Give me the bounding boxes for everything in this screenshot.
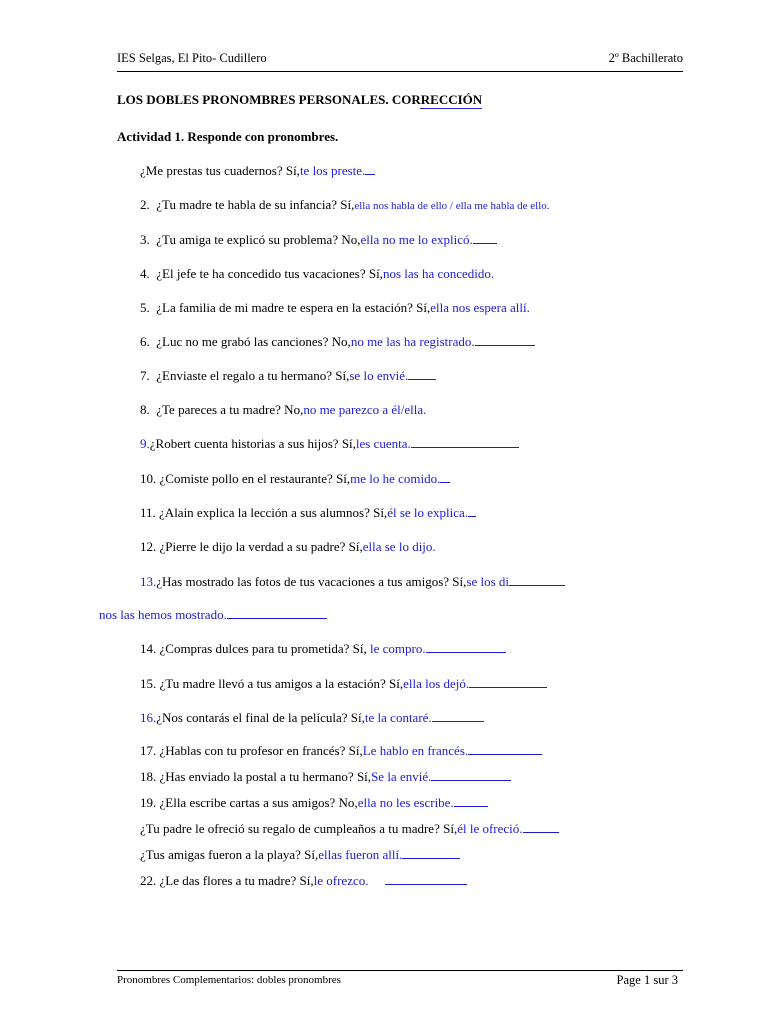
item-question: ¿El jefe te ha concedido tus vacaciones? Sí,: [156, 266, 383, 281]
exercise-item: [140, 743, 542, 759]
item-question: ¿Compras dulces para tu prometida? Sí,: [159, 641, 367, 656]
item-number: 19.: [140, 795, 157, 810]
item-question: ¿Tus amigas fueron a la playa? Sí,: [140, 847, 319, 862]
exercise-item: [140, 197, 550, 213]
item-number: 14.: [140, 641, 157, 656]
item-answer: no me parezco a él/ella.: [303, 402, 427, 417]
footer-subject: Pronombres Complementarios: dobles pronombres: [117, 974, 341, 986]
exercise-item-continuation: [99, 607, 327, 623]
exercise-item: [140, 300, 530, 316]
exercise-item: [140, 402, 426, 418]
item-answer: les cuenta.: [355, 436, 411, 451]
item-question: ¿Enviaste el regalo a tu hermano? Sí,: [156, 368, 350, 383]
item-number: 16.: [140, 710, 157, 725]
exercise-item: [140, 710, 484, 726]
item-number: 2.: [140, 197, 150, 212]
item-question: ¿La familia de mi madre te espera en la estación? Sí,: [156, 300, 431, 315]
item-question: ¿Nos contarás el final de la película? Sí,: [156, 710, 365, 725]
item-question: ¿Hablas con tu profesor en francés? Sí,: [159, 743, 363, 758]
header-divider: [117, 71, 683, 72]
item-number: 18.: [140, 769, 157, 784]
item-question: ¿Le das flores a tu madre? Sí,: [159, 873, 314, 888]
exercise-item: [140, 471, 450, 487]
item-number: 6.: [140, 334, 150, 349]
item-question: ¿Has enviado la postal a tu hermano? Sí,: [159, 769, 372, 784]
header-school: IES Selgas, El Pito- Cudillero: [117, 51, 267, 65]
item-answer: ella nos habla de ello / ella me habla de ello.: [354, 200, 550, 212]
item-answer: él se lo explica.: [387, 505, 469, 520]
item-answer: te los preste.: [299, 163, 366, 178]
item-question: ¿Tu madre llevó a tus amigos a la estación? Sí,: [159, 676, 404, 691]
item-answer: no me las ha registrado.: [350, 334, 475, 349]
header-course: 2º Bachillerato: [608, 51, 683, 65]
item-answer: ella los dejó.: [403, 676, 470, 691]
item-number: 22.: [140, 873, 157, 888]
exercise-item: [140, 163, 375, 179]
exercise-item: [140, 539, 436, 555]
item-number: 12.: [140, 539, 157, 554]
exercise-item: [140, 821, 559, 837]
item-question: ¿Pierre le dijo la verdad a su padre? Sí,: [159, 539, 363, 554]
exercise-item: [140, 232, 497, 248]
exercise-item: [140, 436, 519, 452]
item-answer: ella nos espera allí.: [430, 300, 530, 315]
activity-heading: Actividad 1. Responde con pronombres.: [117, 129, 339, 144]
item-number: 5.: [140, 300, 150, 315]
exercise-item: [140, 505, 476, 521]
item-answer: le ofrezco.: [313, 873, 369, 888]
item-answer: le compro.: [369, 641, 426, 656]
item-answer: ella no les escribe.: [357, 795, 454, 810]
item-answer: te la contaré.: [364, 710, 432, 725]
exercise-item: [140, 873, 467, 889]
exercise-item: [140, 641, 506, 657]
item-question: ¿Me prestas tus cuadernos? Sí,: [140, 163, 300, 178]
exercise-item: [140, 847, 460, 863]
exercise-item: [140, 368, 436, 384]
item-question: ¿Te pareces a tu madre? No,: [156, 402, 304, 417]
item-answer: se lo envié.: [349, 368, 409, 383]
item-answer: ella no me lo explicó.: [360, 232, 473, 247]
title-underline: [420, 108, 482, 109]
item-answer: se los di: [466, 574, 510, 589]
exercise-item: [140, 266, 494, 282]
item-question: ¿Has mostrado las fotos de tus vacaciones a tus amigos? Sí,: [156, 574, 467, 589]
exercise-item: [140, 795, 488, 811]
item-question: ¿Luc no me grabó las canciones? No,: [156, 334, 351, 349]
item-answer: nos las ha concedido.: [382, 266, 495, 281]
item-question: ¿Tu madre te habla de su infancia? Sí,: [156, 197, 355, 212]
item-question: ¿Comiste pollo en el restaurante? Sí,: [159, 471, 351, 486]
page-number: Page 1 sur 3: [616, 973, 678, 987]
item-question: ¿Ella escribe cartas a sus amigos? No,: [159, 795, 358, 810]
item-number: 10.: [140, 471, 157, 486]
item-answer: ella se lo dijo.: [362, 539, 436, 554]
item-answer: Se la envié.: [371, 769, 432, 784]
item-answer: nos las hemos mostrado.: [99, 607, 227, 622]
item-question: ¿Tu padre le ofreció su regalo de cumpleaños a tu madre? Sí,: [140, 821, 458, 836]
item-question: ¿Tu amiga te explicó su problema? No,: [156, 232, 361, 247]
item-answer: me lo he comido.: [350, 471, 441, 486]
exercise-item: [140, 676, 547, 692]
exercise-item: [140, 769, 511, 785]
item-answer: ellas fueron allí.: [318, 847, 403, 862]
item-number: 15.: [140, 676, 157, 691]
item-question: ¿Robert cuenta historias a sus hijos? Sí,: [149, 436, 356, 451]
page-title: LOS DOBLES PRONOMBRES PERSONALES. CORRECCIÓN: [117, 92, 483, 107]
item-number: 9.: [140, 436, 150, 451]
item-number: 3.: [140, 232, 150, 247]
item-number: 13.: [140, 574, 157, 589]
item-answer: Le hablo en francés.: [362, 743, 469, 758]
item-number: 7.: [140, 368, 150, 383]
item-number: 17.: [140, 743, 157, 758]
item-answer: él le ofreció.: [457, 821, 523, 836]
exercise-item: [140, 574, 565, 590]
item-number: 11.: [140, 505, 156, 520]
footer-divider: [117, 970, 683, 971]
item-number: 4.: [140, 266, 150, 281]
item-question: ¿Alain explica la lección a sus alumnos? Sí,: [159, 505, 388, 520]
exercise-item: [140, 334, 535, 350]
item-number: 8.: [140, 402, 150, 417]
